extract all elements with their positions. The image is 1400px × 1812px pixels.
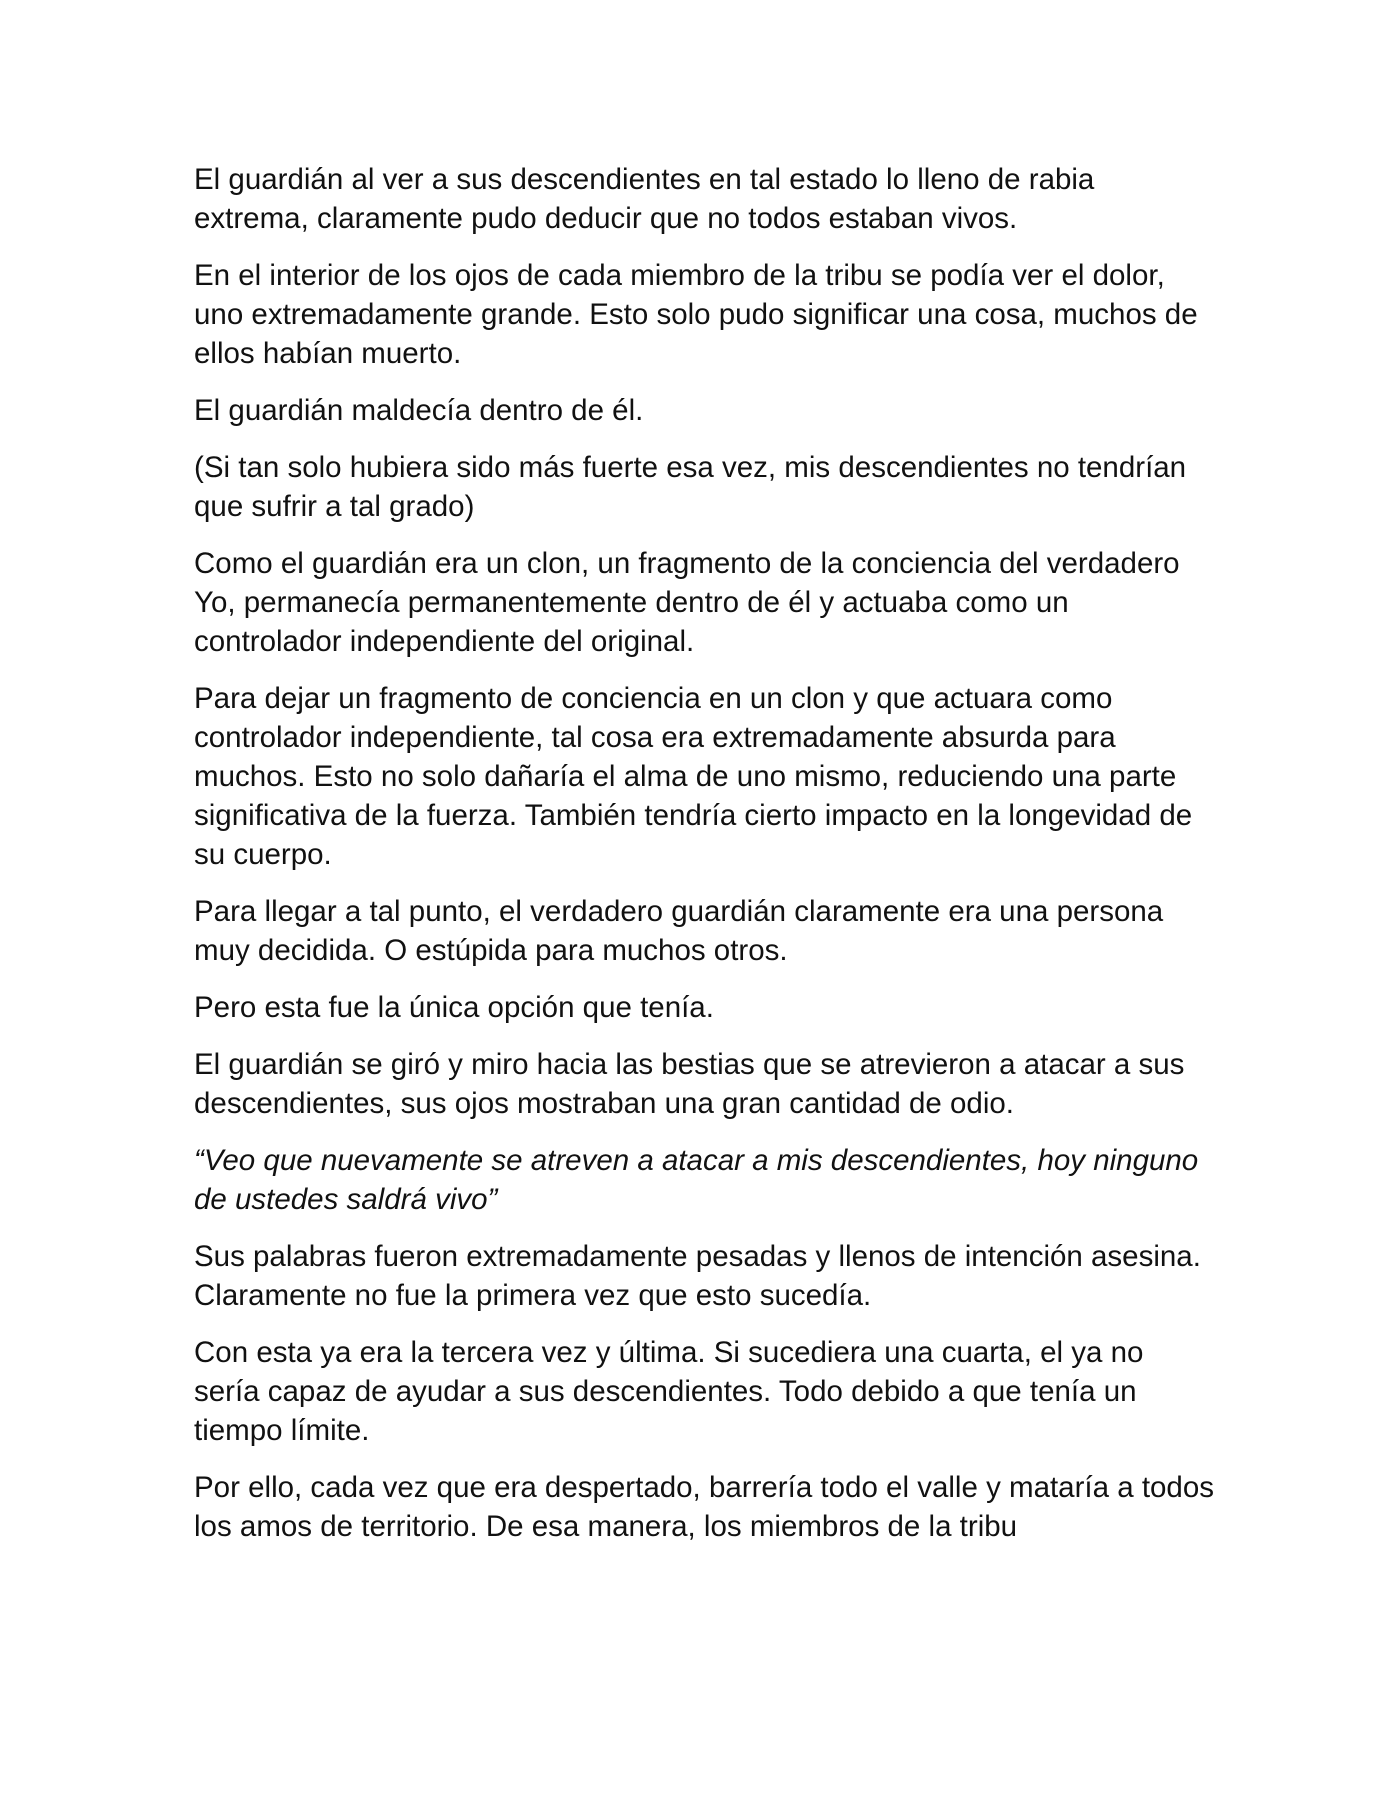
paragraph-9: El guardián se giró y miro hacia las bestias que se atrevieron a atacar a sus descendientes, sus ojos mostraban una gran cantidad de odio. [194,1048,1185,1120]
paragraph-13: Por ello, cada vez que era despertado, barrería todo el valle y mataría a todos los amos de territorio. De esa manera, los miembros de la tribu [194,1471,1214,1543]
paragraph-10-dialogue: “Veo que nuevamente se atreven a atacar a mis descendientes, hoy ninguno de ustedes saldrá vivo” [194,1144,1199,1216]
paragraph-4: (Si tan solo hubiera sido más fuerte esa vez, mis descendientes no tendrían que sufrir a tal grado) [194,451,1187,523]
document-body [194,160,1214,1564]
paragraph-7: Para llegar a tal punto, el verdadero guardián claramente era una persona muy decidida. O estúpida para muchos otros. [194,895,1164,967]
paragraph-11: Sus palabras fueron extremadamente pesadas y llenos de intención asesina. Claramente no fue la primera vez que esto sucedía. [194,1240,1201,1312]
paragraph-1: El guardián al ver a sus descendientes en tal estado lo lleno de rabia extrema, claramente pudo deducir que no todos estaban vivos. [194,163,1095,235]
paragraph-6: Para dejar un fragmento de conciencia en un clon y que actuara como controlador independiente, tal cosa era extremadamente absurda para muchos. Esto no solo dañaría el alma de uno mismo, reduciendo una parte significativa de la fuerza. También tendría cierto impacto en la longevidad de su cuerpo. [194,682,1193,871]
paragraph-3: El guardián maldecía dentro de él. [194,394,644,427]
paragraph-5: Como el guardián era un clon, un fragmento de la conciencia del verdadero Yo, permanecía permanentemente dentro de él y actuaba como un controlador independiente del original. [194,547,1180,658]
paragraph-12: Con esta ya era la tercera vez y última. Si sucediera una cuarta, el ya no sería capaz de ayudar a sus descendientes. Todo debido a que tenía un tiempo límite. [194,1336,1144,1447]
paragraph-8: Pero esta fue la única opción que tenía. [194,991,714,1024]
paragraph-2: En el interior de los ojos de cada miembro de la tribu se podía ver el dolor, uno extremadamente grande. Esto solo pudo significar una cosa, muchos de ellos habían muerto. [194,259,1198,370]
